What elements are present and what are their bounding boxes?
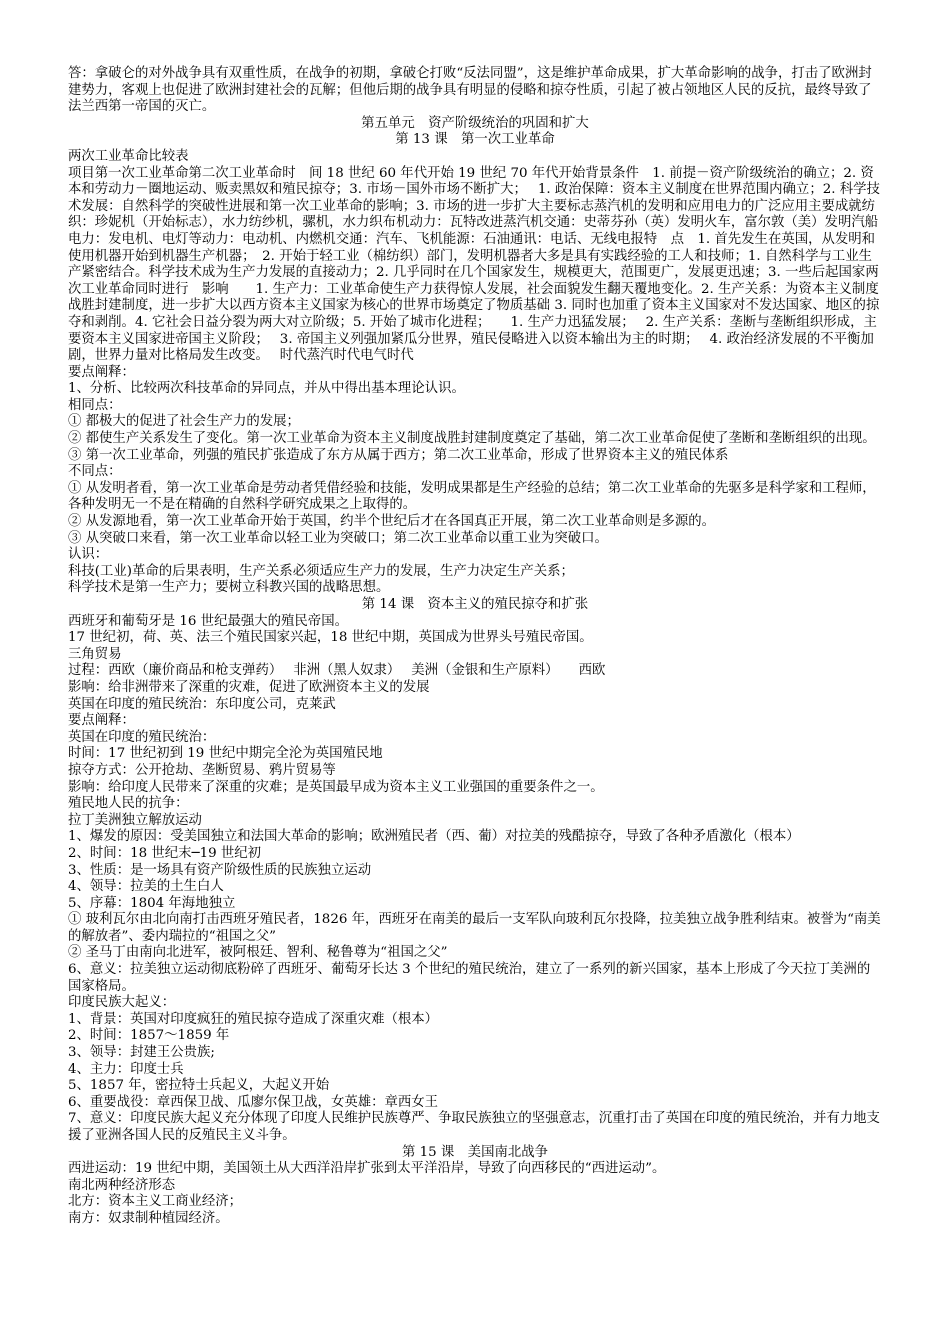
text-line: 相同点： [68, 397, 122, 413]
text-line: 西进运动：19 世纪中期，美国领土从大西洋沿岸扩张到太平洋沿岸，导致了向西移民的“西进运动”。 [68, 1161, 666, 1177]
text-line: 17 世纪初，荷、英、法三个殖民国家兴起，18 世纪中期，英国成为世界头号殖民帝国。 [68, 630, 593, 646]
text-line: 影响：给印度人民带来了深重的灾难；是英国最早成为资本主义工业强国的重要条件之一。 [68, 779, 604, 795]
text-line: 6、重要战役：章西保卫战、瓜廖尔保卫战，女英雄：章西女王 [68, 1094, 439, 1110]
section-heading: 第 14 课 资本主义的殖民掠夺和扩张 [361, 597, 589, 612]
text-line: ① 都极大的促进了社会生产力的发展； [68, 414, 300, 430]
text-line: 南北两种经济形态 [68, 1177, 176, 1193]
text-line: 认识： [68, 547, 109, 563]
text-line: 1、背景：英国对印度疯狂的殖民掠夺造成了深重灾难（根本） [68, 1011, 439, 1027]
text-line: 三角贸易 [68, 646, 122, 662]
text-line: 影响：给非洲带来了深重的灾难，促进了欧洲资本主义的发展 [68, 679, 430, 695]
text-line: 南方：奴隶制种植园经济。 [68, 1210, 229, 1226]
text-line: 项目第一次工业革命第二次工业革命时 间 18 世纪 60 年代开始 19 世纪 70 年代开始背景条件 1. 前提－资产阶级统治的确立；2. 资本和劳动力－圈地运动、贩卖黑奴和殖民掠夺；3. 市场－国外市场不断扩大； 1. 政治保障：资本主义制度在世界范围内确立；2. 科学技术发展：自然科学的突破性进展和第一次工业革命的影响；3. 市场的进一步扩大主要标志蒸汽机的发明和应用电力的广泛应用主要成就纺织：珍妮机（开始标志），水力纺纱机，骡机，水力织布机动力：瓦特改进蒸汽机交通：史蒂芬孙（英）发明火车，富尔敦（美）发明汽船电力：发电机、电灯等动力：电动机、内燃机交通：汽车、飞机能源：石油通讯：电话、无线电报特 点 1. 首先发生在英国，从发明和使用机器开始到机器生产机器； 2. 开始于轻工业（棉纺织）部门，发明机器者大多是具有实践经验的工人和技师；1. 自然科学与工业生产紧密结合。科学技术成为生产力发展的直接动力；2. 几乎同时在几个国家发生，规模更大，范围更广，发展更迅速；3. 一些后起国家两次工业革命同时进行 影响 1. 生产力：工业革命使生产力获得惊人发展，社会面貌发生翻天覆地变化。2. 生产关系：为资本主义制度战胜封建制度，进一步扩大以西方资本主义国家为核心的世界市场奠定了物质基础 3. 同时也加重了资本主义国家对不发达国家、地区的掠夺和剥削。4. 它社会日益分裂为两大对立阶级；5. 开始了城市化进程； 1. 生产力迅猛发展； 2. 生产关系：垄断与垄断组织形成，主要资本主义国家进帝国主义阶段； 3. 帝国主义列强加紧瓜分世界，殖民侵略进入以资本输出为主的时期； 4. 政治经济发展的不平衡加剧，世界力量对比格局发生改变。 时代蒸汽时代电气时代 [68, 165, 880, 364]
text-line: ② 圣马丁由南向北进军，被阿根廷、智利、秘鲁尊为“祖国之父” [68, 945, 448, 961]
section-heading: 第五单元 资产阶级统治的巩固和扩大 [361, 115, 589, 131]
text-line: 英国在印度的殖民统治：东印度公司，克莱武 [68, 696, 336, 712]
text-line: 要点阐释： [68, 364, 135, 380]
text-line: 拉丁美洲独立解放运动 [68, 812, 202, 828]
text-line: 过程：西欧（廉价商品和枪支弹药） 非洲（黑人奴隶） 美洲（金银和生产原料） 西欧 [68, 663, 606, 679]
text-line: 时间：17 世纪初到 19 世纪中期完全沦为英国殖民地 [68, 746, 383, 762]
text-line: 印度民族大起义： [68, 995, 176, 1011]
text-line: 2、时间：18 世纪末─19 世纪初 [68, 845, 262, 861]
text-line: 西班牙和葡萄牙是 16 世纪最强大的殖民帝国。 [68, 613, 348, 629]
text-line: ③ 从突破口来看，第一次工业革命以轻工业为突破口；第二次工业革命以重工业为突破口。 [68, 530, 608, 546]
text-line: 2、时间：1857～1859 年 [68, 1028, 230, 1044]
text-line: 3、领导：封建王公贵族; [68, 1045, 215, 1061]
text-line: ③ 第一次工业革命，列强的殖民扩张造成了东方从属于西方；第二次工业革命，形成了世界资本主义的殖民体系 [68, 447, 729, 463]
text-line: 5、1857 年，密拉特士兵起义，大起义开始 [68, 1078, 330, 1094]
text-line: 两次工业革命比较表 [68, 148, 189, 164]
text-line: 科学技术是第一生产力；要树立科教兴国的战略思想。 [68, 580, 390, 596]
text-line: 4、主力：印度士兵 [68, 1061, 184, 1077]
text-line: 1、爆发的原因：受美国独立和法国大革命的影响；欧洲殖民者（西、葡）对拉美的残酷掠夺，导致了各种矛盾激化（根本） [68, 829, 800, 845]
text-line: ① 从发明者看，第一次工业革命是劳动者凭借经验和技能，发明成果都是生产经验的总结；第二次工业革命的先驱多是科学家和工程师，各种发明无一不是在精确的自然科学研究成果之上取得的。 [68, 480, 876, 513]
text-line: 6、意义：拉美独立运动彻底粉碎了西班牙、葡萄牙长达 3 个世纪的殖民统治，建立了一系列的新兴国家，基本上形成了今天拉丁美洲的国家格局。 [68, 962, 871, 994]
text-line: 7、意义：印度民族大起义充分体现了印度人民维护民族尊严、争取民族独立的坚强意志，沉重打击了英国在印度的殖民统治，并有力地支援了亚洲各国人民的反殖民主义斗争。 [68, 1111, 880, 1143]
text-line: 4、领导：拉美的土生白人 [68, 879, 224, 895]
text-line: 北方：资本主义工商业经济； [68, 1194, 243, 1210]
text-line: 答：拿破仑的对外战争具有双重性质，在战争的初期，拿破仑打败“反法同盟”，这是维护革命成果，扩大革命影响的战争，打击了欧洲封建势力，客观上也促进了欧洲封建社会的瓦解；但他后期的战争具有明显的侵略和掠夺性质，引起了被占领地区人民的反抗，最终导致了法兰西第一帝国的灭亡。 [68, 66, 872, 115]
text-line: 掠夺方式：公开抢劫、垄断贸易、鸦片贸易等 [68, 762, 336, 778]
text-line: 5、序幕：1804 年海地独立 [68, 895, 236, 911]
section-heading: 第 13 课 第一次工业革命 [395, 132, 555, 148]
text-line: 要点阐释： [68, 713, 135, 729]
text-line: 不同点： [68, 464, 122, 480]
text-line: 科技(工业)革命的后果表明，生产关系必须适应生产力的发展，生产力决定生产关系； [68, 563, 574, 579]
section-heading: 第 15 课 美国南北战争 [401, 1144, 549, 1160]
text-line: 殖民地人民的抗争： [68, 796, 189, 812]
text-line: ② 从发源地看，第一次工业革命开始于英国，约半个世纪后才在各国真正开展，第二次工业革命则是多源的。 [68, 514, 716, 530]
text-line: 1、分析、比较两次科技革命的异同点，并从中得出基本理论认识。 [68, 381, 465, 397]
text-line: 3、性质：是一场具有资产阶级性质的民族独立运动 [68, 862, 372, 878]
text-line: 英国在印度的殖民统治： [68, 729, 216, 745]
text-line: ② 都使生产关系发生了变化。第一次工业革命为资本主义制度战胜封建制度奠定了基础，第二次工业革命促使了垄断和垄断组织的出现。 [68, 431, 876, 447]
text-line: ① 玻利瓦尔由北向南打击西班牙殖民者，1826 年，西班牙在南美的最后一支军队向玻利瓦尔投降，拉美独立战争胜利结束。被誉为“南美的解放者”、委内瑞拉的“祖国之父” [68, 912, 881, 944]
